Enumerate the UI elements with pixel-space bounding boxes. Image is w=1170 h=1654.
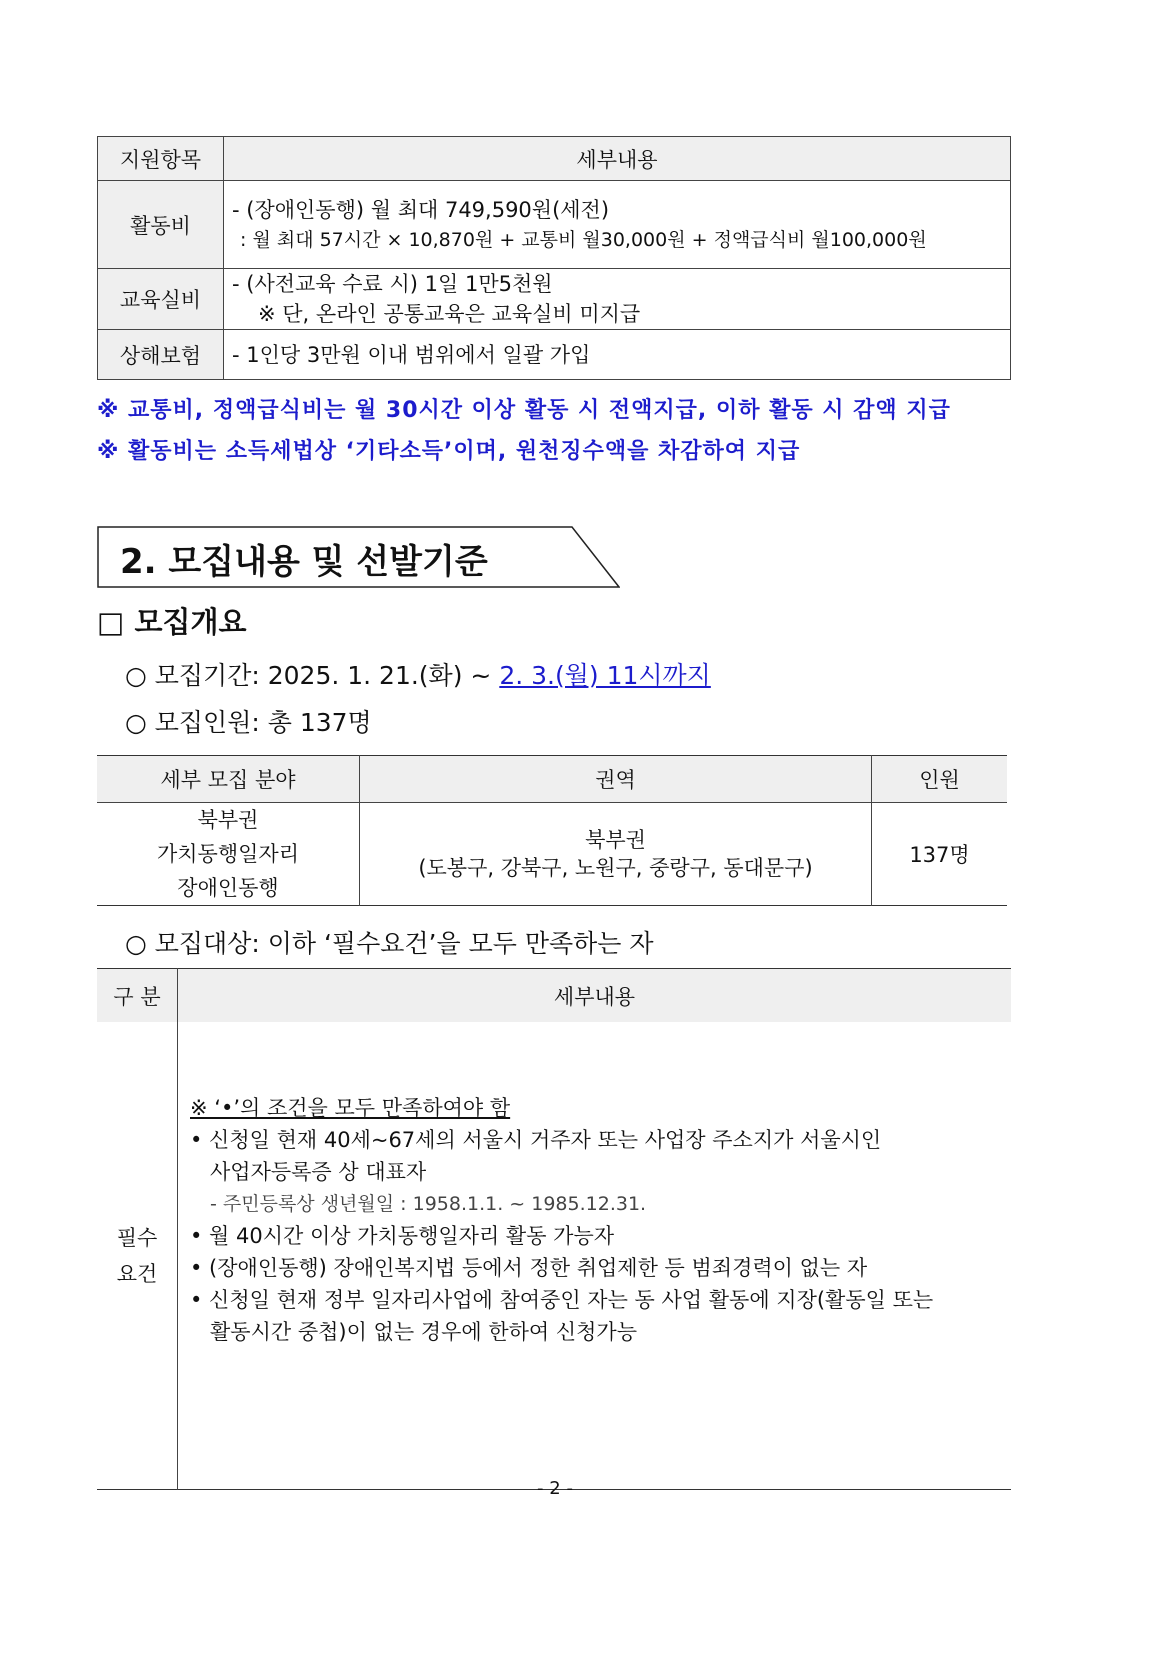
field-line: 북부권: [197, 808, 259, 832]
category-line: 요건: [116, 1261, 158, 1286]
cell-line: - (장애인동행) 월 최대 749,590원(세전): [232, 197, 610, 222]
header-cell: 인원: [872, 756, 1008, 803]
row-label: 상해보험: [98, 330, 224, 380]
header-cell: 구 분: [97, 969, 178, 1023]
period-end-link: 2. 3.(월) 11시까지: [499, 661, 711, 690]
count-label: ○ 모집인원: 총 137명: [125, 708, 372, 737]
header-cell: 세부 모집 분야: [97, 756, 360, 803]
category-line: 필수: [116, 1225, 158, 1250]
field-line: 장애인동행: [177, 876, 279, 900]
header-cell: 지원항목: [98, 137, 224, 181]
support-table: [97, 136, 1011, 380]
recruit-table: [97, 755, 1007, 906]
req-item: - 주민등록상 생년월일 : 1958.1.1. ~ 1985.12.31.: [210, 1193, 647, 1215]
req-item: • 신청일 현재 40세~67세의 서울시 거주자 또는 사업장 주소지가 서울시인: [190, 1128, 882, 1152]
field-line: 가치동행일자리: [156, 842, 299, 866]
count-cell: 137명: [872, 803, 1008, 906]
req-item: 활동시간 중첩)이 없는 경우에 한하여 신청가능: [210, 1320, 638, 1344]
note: ※ 교통비, 정액급식비는 월 30시간 이상 활동 시 전액지급, 이하 활동 시 감액 지급: [97, 398, 951, 423]
row-label: 교육실비: [98, 269, 224, 330]
cell-line: ※ 단, 온라인 공통교육은 교육실비 미지급: [258, 302, 641, 326]
note: ※ 활동비는 소득세법상 ‘기타소득’이며, 원천징수액을 차감하여 지급: [97, 439, 801, 464]
req-intro: ※ ‘•’의 조건을 모두 만족하여야 함: [190, 1096, 511, 1120]
header-cell: 권역: [360, 756, 872, 803]
cell-line: - 1인당 3만원 이내 범위에서 일괄 가입: [232, 342, 591, 367]
target-label: ○ 모집대상: 이하 ‘필수요건’을 모두 만족하는 자: [125, 929, 654, 958]
row-label: 활동비: [98, 181, 224, 269]
cell-line: : 월 최대 57시간 × 10,870원 + 교통비 월30,000원 + 정액급식비 월100,000원: [240, 228, 927, 251]
req-item: • 월 40시간 이상 가치동행일자리 활동 가능자: [190, 1224, 615, 1248]
page-number: - 2 -: [537, 1478, 573, 1499]
region-line: (도봉구, 강북구, 노원구, 중랑구, 동대문구): [418, 856, 813, 880]
header-cell: 세부내용: [224, 137, 1011, 181]
section-title: 2. 모집내용 및 선발기준: [120, 542, 488, 582]
header-cell: 세부내용: [178, 969, 1012, 1023]
period-label: ○ 모집기간: 2025. 1. 21.(화) ~: [125, 661, 500, 690]
requirements-table: [97, 968, 1011, 1490]
req-item: 사업자등록증 상 대표자: [210, 1160, 427, 1184]
req-item: • 신청일 현재 정부 일자리사업에 참여중인 자는 동 사업 활동에 지장(활동일 또는: [190, 1288, 934, 1312]
req-item: • (장애인동행) 장애인복지법 등에서 정한 취업제한 등 범죄경력이 없는 자: [190, 1256, 868, 1280]
region-line: 북부권: [585, 828, 646, 852]
overview-title: □ 모집개요: [97, 605, 247, 639]
cell-line: - (사전교육 수료 시) 1일 1만5천원: [232, 272, 553, 296]
